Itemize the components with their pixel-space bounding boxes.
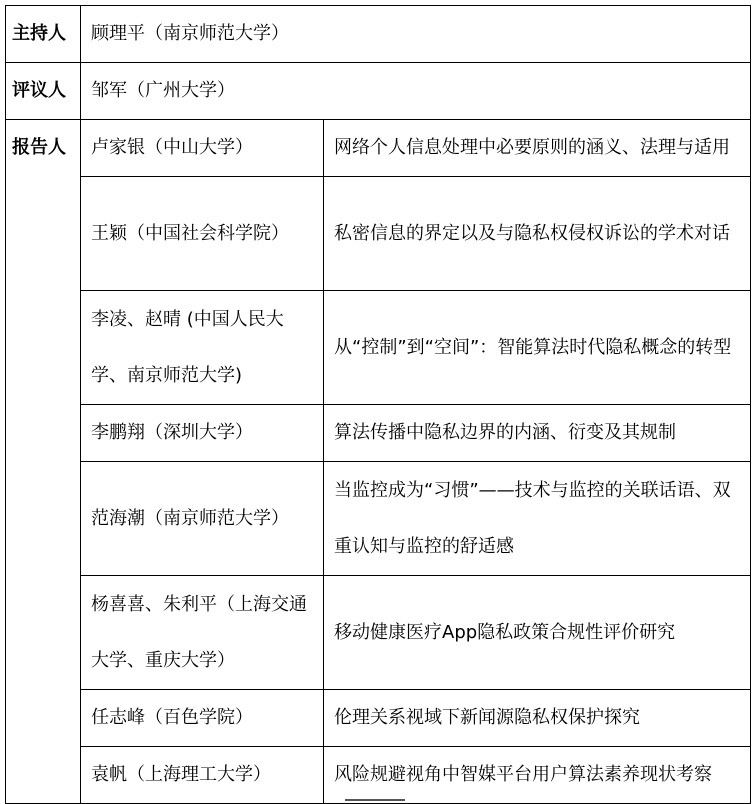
reporter-row [6, 462, 751, 576]
reporter-row [6, 177, 751, 291]
reporter-row [6, 405, 751, 462]
commentator-row [6, 63, 751, 120]
reporter-name: 李鹏翔（深圳大学） [81, 405, 324, 462]
reporter-name: 王颖（中国社会科学院） [81, 177, 324, 291]
commentator-value: 邹军（广州大学） [81, 63, 751, 120]
report-title: 私密信息的界定以及与隐私权侵权诉讼的学术对话 [324, 177, 751, 291]
report-title: 网络个人信息处理中必要原则的涵义、法理与适用 [324, 120, 751, 177]
report-title: 算法传播中隐私边界的内涵、衍变及其规制 [324, 405, 751, 462]
reporter-row [6, 690, 751, 747]
reporter-name: 范海潮（南京师范大学） [81, 462, 324, 576]
report-title: 从“控制”到“空间”：智能算法时代隐私概念的转型 [324, 291, 751, 405]
commentator-label: 评议人 [6, 63, 81, 120]
page-footer-mark [345, 799, 405, 801]
reporters-label: 报告人 [6, 120, 81, 804]
reporter-row [6, 747, 751, 804]
reporter-name: 袁帆（上海理工大学） [81, 747, 324, 804]
schedule-table [5, 5, 751, 804]
report-title: 移动健康医疗App隐私政策合规性评价研究 [324, 576, 751, 690]
reporter-row [6, 120, 751, 177]
reporter-row [6, 291, 751, 405]
report-title: 伦理关系视域下新闻源隐私权保护探究 [324, 690, 751, 747]
reporter-row [6, 576, 751, 690]
reporter-name: 杨喜喜、朱利平（上海交通大学、重庆大学） [81, 576, 324, 690]
report-title: 当监控成为“习惯”——技术与监控的关联话语、双重认知与监控的舒适感 [324, 462, 751, 576]
host-label: 主持人 [6, 6, 81, 63]
report-title: 风险规避视角中智媒平台用户算法素养现状考察 [324, 747, 751, 804]
reporter-name: 卢家银（中山大学） [81, 120, 324, 177]
reporter-name: 任志峰（百色学院） [81, 690, 324, 747]
host-row [6, 6, 751, 63]
host-value: 顾理平（南京师范大学） [81, 6, 751, 63]
reporter-name: 李凌、赵晴 (中国人民大学、南京师范大学) [81, 291, 324, 405]
